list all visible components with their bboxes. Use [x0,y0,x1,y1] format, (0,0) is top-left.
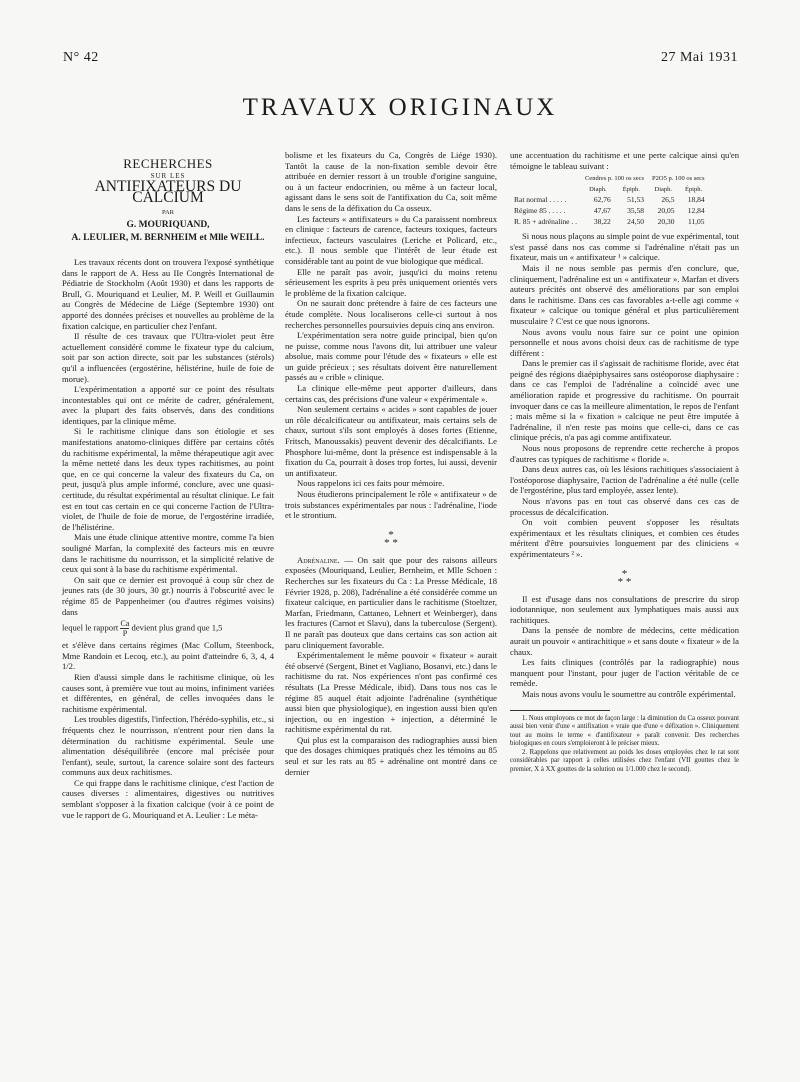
table-cell: 20,30 [657,216,675,226]
paragraph: Mais nous avons voulu le soumettre au contrôle expérimental. [522,688,736,699]
table-cell: 24,50 [627,216,645,226]
subsection-lead: Adrénaline. [297,554,340,565]
authors-line2: A. LEULIER, M. BERNHEIM et Mlle WEILL. [71,232,265,243]
paragraph: bolisme et les fixateurs du Ca, Congrès de Liége 1930). Tantôt la cause de la non-fixation semble devoir être attribuée en dernier ressort à un trouble d'origine sanguine, ou à un facteur endocrinien, ou même à un facteur local, agissant dans le sens soit de l'antifixation du Ca, soit même dans le sens de la défixation du Ca osseux. [285,150,497,213]
paragraph: une accentuation du rachitisme et une perte calcique ainsi qu'en témoigne le tableau suivant : [510,150,739,171]
paragraph: Nous rappelons ici ces faits pour mémoire. [297,478,445,489]
subsection-text: — On sait que pour des raisons ailleurs exposées (Mouriquand, Leulier, Bernheim, et Mlle Schoen : Recherches sur les fixateurs du Ca : La Presse Médicale, 18 Février 1928, p. 208), l'adrénaline a été considérée comme un fixateur calcique, en particulier dans le rachitisme (Stoeltzer, Marfan, Friedmann, Cattaneo, Lehnert et Weinberger), dans les fractures (Carnot et Slavu), dans la tuberculose (Sergent). Il ne paraît pas douteux que dans certains cas son action ait paru cliniquement favorable. [285,554,498,650]
paragraph: Ce qui frappe dans le rachitisme clinique, c'est l'action de causes diverses : alimentaires, digestives ou nutritives semblant s'opposer à la fixation calcique (voir à ce point de vue le rapport de G. Mouriquand et A. Leulier : Le méta- [62,777,274,820]
paragraph [285,555,497,650]
paragraph: Non seulement certains « acides » sont capables de jouer un rôle décalcificateur ou antifixateur, mais certains sels de chaux, surtout s'ils sont employés à doses fortes (Etienne, Fritsch, Manoussakis) peuvent devenir des décalcifiants. Le Phosphore lui-même, dont la présence est indispensable à la fixation du Ca, pourrait à doses trop fortes, lui aussi, devenir un antifixateur. [285,404,497,478]
paragraph: Nous nous proposons de reprendre cette recherche à propos d'autres cas typiques de rachitisme « floride ». [510,443,739,464]
table-row [514,217,709,228]
paragraph: L'expérimentation a apporté sur ce point des résultats incontestables qui ont ce mérite de cadrer, généralement, avec la plupart des faits observés, dans des conditions identiques, par la clinique même. [62,384,274,426]
row-label: Rat normal . . . . . [514,195,567,205]
paragraph: Nous avons voulu nous faire sur ce point une opinion personnelle et nous avons choisi deux cas de rachitisme de type différent : [510,326,739,358]
table-subheader: Diaph. [654,185,673,193]
footnote-rule [510,710,610,711]
paragraph: Expérimentalement le même pouvoir « fixateur » aurait été observé (Sergent, Binet et Vagliano, Bosanvi, etc.) dans le rachitisme du rat. Nos expériences n'ont pas confirmé ces résultats (La Presse Médicale, ibid). Dans tous nos cas le régime 85 auquel était adjointe l'adrénaline (synthétique aussi bien que physiologique), en ingestion aussi bien qu'en injection, ou en ingestion + injection, a déterminé le rachitisme expérimental du rat. [285,650,497,735]
table-cell: 38,22 [593,216,611,226]
table-cell: 18,84 [687,195,705,205]
footnote: 1. Nous employons ce mot de façon large : la diminution du Ca osseux pouvant aussi bien venir d'une « antifixation » vraie que d'une « défixation ». Cliniquement tout au moins le terme « d'antifixateur » paraît convenir. Des recherches biologiques en cours s'emploieront à le préciser mieux. [510,714,739,747]
paragraph: Rien d'aussi simple dans le rachitisme clinique, où les causes sont, à première vue tout au moins, infiniment variées et différentes, en général, de celles invoquées dans le rachitisme expérimental. [62,671,274,714]
ratio-text-before: lequel le rapport [62,622,119,633]
table-cell: 35,58 [627,205,645,215]
section-divider-stars: * * * [384,528,398,549]
table-group-header: P2O5 p. 100 os secs [652,175,705,183]
paragraph: Les travaux récents dont on trouvera l'exposé synthétique dans le rapport de A. Hess au IIe Congrès International de Pédiatrie de Stockholm (Août 1930) et dans les rapports de Brull, G. Mouriquand et Leulier, M. P. Weill et Guillaumin au Congrès de Médecine de Liége (Septembre 1930) ont apporté des données précises et nouvelles au problème de la fixation calcique, en particulier chez l'enfant. [62,256,274,331]
paragraph: Elle ne paraît pas avoir, jusqu'ici du moins retenu sérieusement les esprits à peu près uniquement orientés vers le problème de la fixation calcique. [285,266,497,298]
paragraph: Si le rachitisme clinique dans son étiologie et ses manifestations anatomo-cliniques diffère par certains côtés du rachitisme expérimental, la même thérapeutique agit avec la même netteté dans les deux types rachitismes, au point que, en ce qui concerne la valeur des fixateurs du Ca, on peut, jusqu'à plus ample informé, conclure, avec une quasi-certitude, du résultat expérimental au résultat clinique. Le fait est en tout cas certain en ce qui concerne l'action de l'Ultra-violet, de l'huile de foie de morue, de l'ergostérine irradiée, de l'hélistérine. [62,426,274,532]
paragraph: On ne saurait donc prétendre à faire de ces facteurs une étude complète. Nous localiserons celle-ci surtout à nos recherches personnelles poursuivies depuis cinq ans environ. [285,298,497,330]
table-group-header: Cendres p. 100 os secs [584,175,645,183]
table-cell: 11,05 [687,216,705,226]
table-cell: 20,05 [657,205,675,215]
footnote: 2. Rappelons que relativement au poids les doses employées chez le rat sont considérables par rapport à celles utilisées chez l'enfant (VII gouttes chez le premier, X à XX gouttes de la solution ou 1/1.000 chez le second). [510,748,739,773]
paragraph: Qui plus est la comparaison des radiographies aussi bien que des dosages chimiques pratiqués chez les témoins au 85 seul et sur les rats au 85 + adrénaline ont montré dans ce dernier [285,734,497,777]
paragraph: Dans deux autres cas, où les lésions rachitiques s'associaient à l'ostéoporose diaphysaire, l'action de l'adrénaline a été nulle (celle de l'ergostérine, plus tard employée, assez lente). [510,464,739,496]
ca-p-fraction [120,619,129,638]
row-label: R. 85 + adrénaline . . [514,216,577,226]
table-row [514,206,709,217]
table-cell: 62,76 [593,195,611,205]
table-subheader: Diaph. [589,185,607,193]
ratio-line [62,619,274,638]
section-divider-stars: * * * [617,567,632,588]
paragraph: Dans la pensée de nombre de médecins, cette médication aurait un pouvoir « antirachitique » et sans doute « fixateur » de la chaux. [510,625,739,657]
paragraph: Il est d'usage dans nos consultations de prescrire du sirop iodotannique, non seulement aux lymphatiques mais aussi aux rachitiques. [510,593,739,625]
paragraph: Nous n'avons pas en tout cas observé dans ces cas de processus de décalcification. [510,496,739,517]
paragraph: Les facteurs « antifixateurs » du Ca paraissent nombreux en clinique : facteurs de carence, facteurs toxiques, facteurs infectieux, facteurs vasculaires (Leriche et Policard, etc., etc.). Il nous semble que l'intérêt de leur étude est considérable tant au point de vue biologique que médical. [285,213,497,266]
fraction-numerator: Ca [120,619,130,629]
table-cell: 47,67 [593,205,611,215]
issue-date: 27 Mai 1931 [660,50,738,65]
paragraph: Nous étudierons principalement le rôle « antifixateur » de trois substances expérimentales par nous : l'adrénaline, l'iode et le strontium. [285,489,497,521]
paragraph: La clinique elle-même peut apporter d'ailleurs, dans certains cas, des précisions d'une valeur « expérimentale ». [285,383,497,404]
byline-par: PAR [161,209,175,217]
table-cell: 12,84 [687,205,705,215]
paragraph: Les troubles digestifs, l'infection, l'hérédo-syphilis, etc., si fréquents chez le nourrisson, n'entrent pour rien dans la détermination du rachitisme expérimental. Seule une alimentation déséquilibrée (encore mal précisée pour l'enfant), seule, surtout, la carence solaire sont des facteurs communs aux deux rachitismes. [62,714,274,778]
article-title: ANTIFIXATEURS DU CALCIUM [94,178,242,206]
table-row [514,195,709,206]
column-1 [62,157,274,820]
paragraph: Si nous nous plaçons au simple point de vue expérimental, tout s'est passé dans nos cas comme si l'adrénaline n'était pas un fixateur, mais un « antifixateur ¹ » calcique. [510,231,739,263]
paragraph: Dans le premier cas il s'agissait de rachitisme floride, avec état peigné des régions diaépiphysaires sans ostéoporose diaphysaire : dans ce cas l'emploi de l'adrénaline a coïncidé avec une amélioration rapide et progressive du rachitisme. On pourrait invoquer dans ce cas la meilleure alimentation, le repos de l'enfant ; mais même si la « fixation » calcique ne peut être imputée à l'adrénaline, il n'en reste pas moins que celle-ci, dans ce cas clinique précis, n'a pas agi comme antifixateur. [510,358,739,443]
article-heading-line1: RECHERCHES [123,156,213,171]
table-subheader: Épiph. [622,185,640,193]
paragraph: Mais il ne nous semble pas permis d'en conclure, que, cliniquement, l'adrénaline est un « antifixateur ». Marfan et divers auteurs précités ont observé des améliorations par son emploi dans le rachitisme. Dans ces cas favorables a-t-elle agi comme « fixateur » calcique ou tonique général et plus particulièrement musculaire ? C'est ce que nous ignorons. [510,262,739,326]
paragraph: Mais une étude clinique attentive montre, comme l'a bien souligné Marfan, la complexité des facteurs mis en œuvre dans le rachitisme du nourrisson, et la simplicité relative de ceux qui sont à la base du rachitisme expérimental. [62,532,274,575]
section-title: TRAVAUX ORIGINAUX [242,94,558,121]
fraction-denominator: P [122,629,128,639]
paragraph: On sait que ce dernier est provoqué à coup sûr chez de jeunes rats (de 30 jours, 30 gr.) nourris à l'obscurité avec le régime 85 de Pappenheimer (ou d'autres régimes voisins) dans [62,574,274,617]
column-2 [285,150,497,777]
paragraph: Les faits cliniques (contrôlés par la radiographie) nous manquent pour l'instant, pour juger de l'action véritable de ce remède. [510,657,739,689]
paragraph: et s'élève dans certains régimes (Mac Collum, Steenbock, Mme Randoin et Lecoq, etc.), au point d'atteindre 6, 3, 4, 4 1/2. [62,640,274,672]
paragraph: L'expérimentation sera notre guide principal, bien qu'on ne puisse, comme nous l'avons dit, lui attribuer une valeur absolue, mais comme pour l'étude des « fixateurs » elle est un guide précieux ; ses résultats doivent être naturellement passés au « crible » clinique. [285,330,497,383]
row-label: Régime 85 . . . . . [514,205,566,215]
article-heading-line2: SUR LES [150,171,186,180]
data-table [514,174,709,227]
issue-number: N° 42 [63,50,99,65]
ratio-text-after: devient plus grand que 1,5 [131,622,223,633]
paragraph: Il résulte de ces travaux que l'Ultra-violet peut être actuellement considéré comme le fixateur type du calcium, soit par son action directe, soit par les substances (stérols) qu'il a influencées (ergostérine, hélistérine, huile de foie de morue). [62,331,274,384]
column-3 [510,150,739,774]
table-cell: 26,5 [661,195,675,205]
paragraph: On voit combien peuvent s'opposer les résultats expérimentaux et les résultats cliniques, et combien ces études méritent d'être poursuivies longuement par des cliniciens « expérimentateurs ² ». [510,517,739,559]
authors-line1: G. MOURIQUAND, [126,219,210,230]
table-cell: 51,53 [627,195,645,205]
table-subheader: Épiph. [684,185,703,193]
